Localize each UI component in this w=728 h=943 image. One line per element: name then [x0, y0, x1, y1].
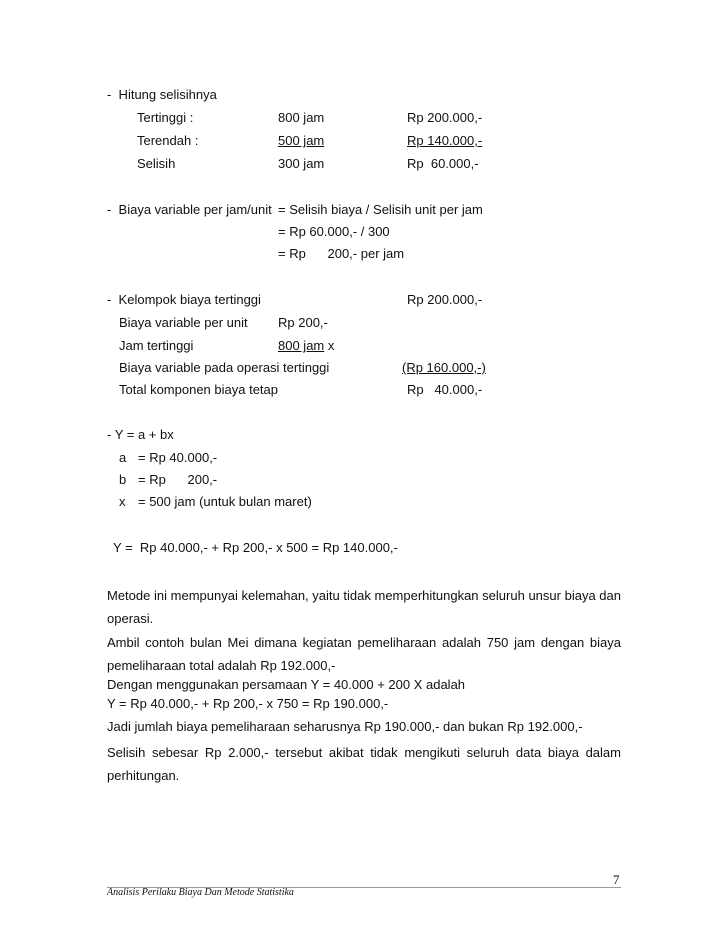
row-tertinggi-hours: 800 jam: [278, 110, 325, 125]
paragraph-4: Y = Rp 40.000,- + Rp 200,- x 750 = Rp 190.000,-: [107, 696, 389, 711]
biaya-variable-line1: = Selisih biaya / Selisih unit per jam: [278, 202, 483, 217]
kelompok-ops-value: (Rp 160.000,-): [402, 360, 486, 375]
equation-line: - Y = a + bx: [107, 427, 174, 442]
biaya-variable-label: - Biaya variable per jam/unit: [107, 202, 272, 217]
result-line: Y = Rp 40.000,- + Rp 200,- x 500 = Rp 140.000,-: [113, 540, 398, 555]
row-tertinggi-amount: Rp 200.000,-: [407, 110, 483, 125]
footer-title: Analisis Perilaku Biaya Dan Metode Statistika: [107, 887, 294, 898]
kelompok-jam-value: 800 jam: [278, 338, 325, 353]
hitung-heading: - Hitung selisihnya: [107, 87, 217, 102]
equation-a-label: a: [119, 450, 127, 465]
paragraph-5: Jadi jumlah biaya pemeliharaan seharusnya Rp 190.000,- dan bukan Rp 192.000,-: [107, 719, 583, 734]
kelompok-total-label: Total komponen biaya tetap: [119, 382, 278, 397]
equation-x-label: x: [119, 494, 126, 509]
biaya-variable-line3: = Rp 200,- per jam: [278, 246, 405, 261]
kelompok-jam-op: x: [324, 338, 335, 353]
page-number: 7: [613, 872, 620, 887]
kelompok-heading-amount: Rp 200.000,-: [407, 292, 483, 307]
row-terendah-label: Terendah :: [137, 133, 199, 148]
row-selisih-amount: Rp 60.000,-: [407, 156, 479, 171]
paragraph-1: Metode ini mempunyai kelemahan, yaitu tidak memperhitungkan seluruh unsur biaya dan operasi.: [107, 588, 621, 626]
equation-b-label: b: [119, 472, 127, 487]
row-selisih-label: Selisih: [137, 156, 176, 171]
paragraph-6: Selisih sebesar Rp 2.000,- tersebut akibat tidak mengikuti seluruh data biaya dalam perhitungan.: [107, 745, 621, 783]
kelompok-var-label: Biaya variable per unit: [119, 315, 248, 330]
equation-a-value: = Rp 40.000,-: [138, 450, 218, 465]
kelompok-ops-label: Biaya variable pada operasi tertinggi: [119, 360, 330, 375]
biaya-variable-line2: = Rp 60.000,- / 300: [278, 224, 390, 239]
paragraph-2: Ambil contoh bulan Mei dimana kegiatan pemeliharaan adalah 750 jam dengan biaya pemeliharaan total adalah Rp 192.000,-: [107, 635, 621, 673]
row-terendah-amount: Rp 140.000,-: [407, 133, 483, 148]
row-tertinggi-label: Tertinggi :: [137, 110, 194, 125]
kelompok-total-value: Rp 40.000,-: [407, 382, 483, 397]
equation-b-value: = Rp 200,-: [138, 472, 218, 487]
kelompok-heading: - Kelompok biaya tertinggi: [107, 292, 261, 307]
equation-x-value: = 500 jam (untuk bulan maret): [138, 494, 312, 509]
row-selisih-hours: 300 jam: [278, 156, 325, 171]
row-terendah-hours: 500 jam: [278, 133, 325, 148]
kelompok-var-value: Rp 200,-: [278, 315, 328, 330]
kelompok-jam-label: Jam tertinggi: [119, 338, 194, 353]
paragraph-3: Dengan menggunakan persamaan Y = 40.000 + 200 X adalah: [107, 677, 466, 692]
kelompok-jam-row: [278, 338, 334, 353]
